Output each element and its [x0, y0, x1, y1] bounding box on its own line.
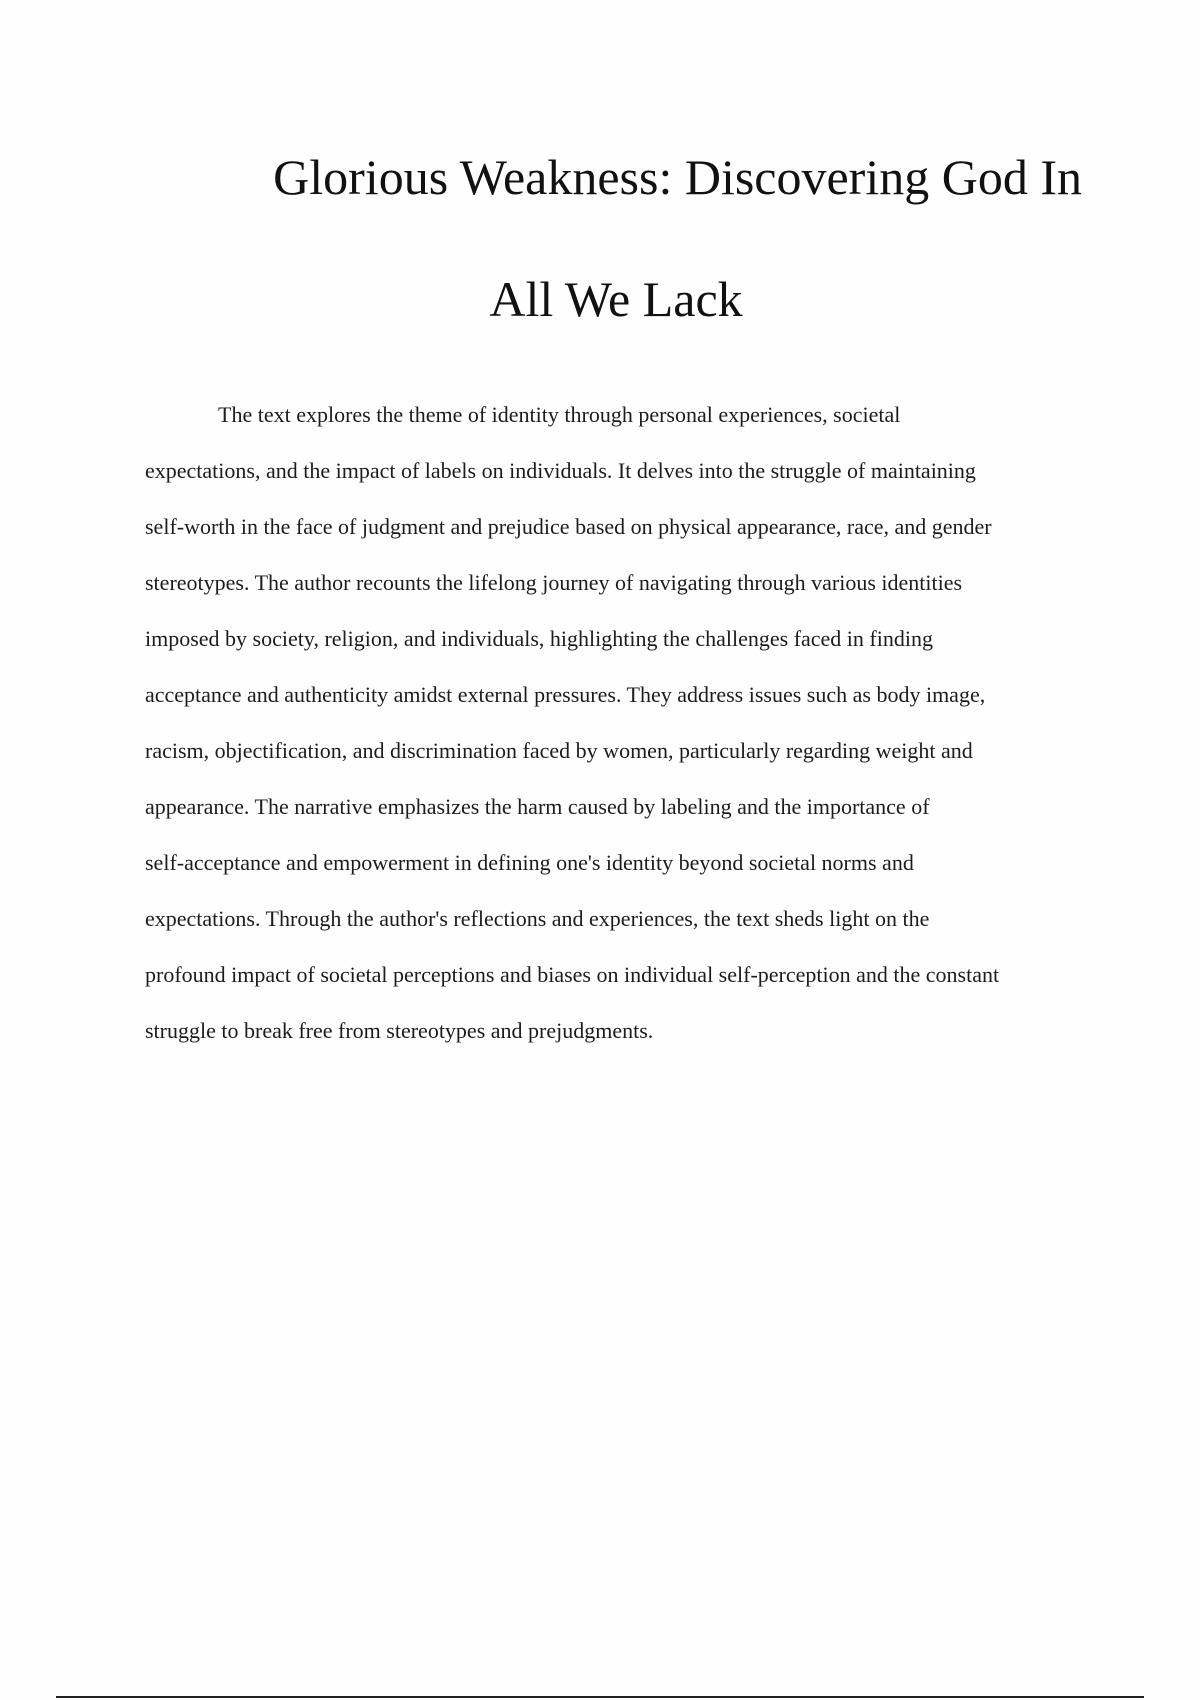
paragraph-line: profound impact of societal perceptions and biases on individual self-perception and the constant — [145, 962, 1000, 987]
paragraph-line: self-acceptance and empowerment in defining one's identity beyond societal norms and — [145, 850, 914, 875]
paragraph-line: The text explores the theme of identity through personal experiences, societal — [218, 402, 901, 427]
paragraph-line: struggle to break free from stereotypes and prejudgments. — [145, 1018, 654, 1043]
summary-paragraph — [145, 387, 1085, 1059]
paragraph-line: acceptance and authenticity amidst external pressures. They address issues such as body image, — [145, 682, 986, 707]
paragraph-line: appearance. The narrative emphasizes the harm caused by labeling and the importance of — [145, 794, 930, 819]
footer-divider — [56, 1696, 1144, 1698]
title-line: All We Lack — [489, 271, 743, 327]
paragraph-line: expectations, and the impact of labels on individuals. It delves into the struggle of maintaining — [145, 458, 976, 483]
paragraph-line: expectations. Through the author's reflections and experiences, the text sheds light on the — [145, 906, 930, 931]
paragraph-line: racism, objectification, and discrimination faced by women, particularly regarding weight and — [145, 738, 973, 763]
paragraph-line: stereotypes. The author recounts the lifelong journey of navigating through various identities — [145, 570, 963, 595]
document-title — [140, 116, 1092, 360]
paragraph-line: self-worth in the face of judgment and prejudice based on physical appearance, race, and gender — [145, 514, 992, 539]
title-line: Glorious Weakness: Discovering God In — [273, 149, 1082, 205]
paragraph-line: imposed by society, religion, and individuals, highlighting the challenges faced in finding — [145, 626, 933, 651]
